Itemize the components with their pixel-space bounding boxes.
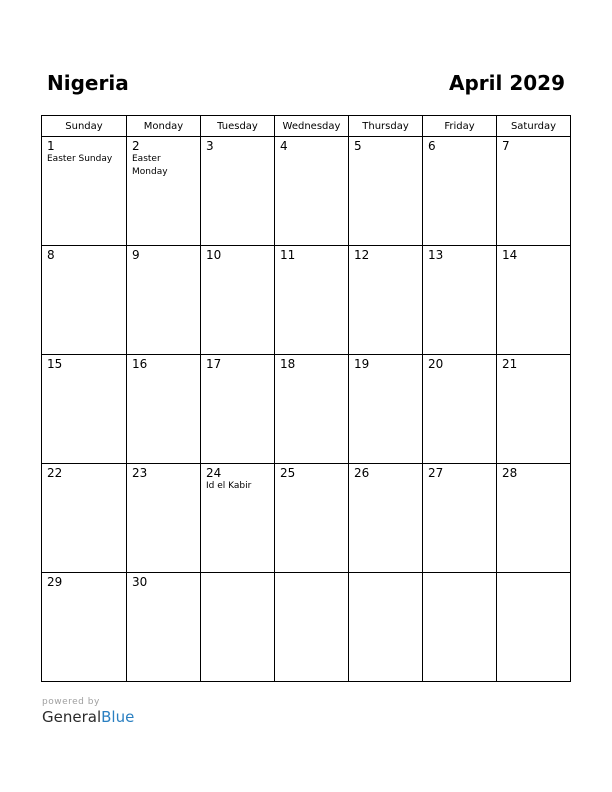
day-number: 13	[428, 248, 444, 262]
day-cell	[201, 355, 275, 464]
day-number: 27	[428, 466, 444, 480]
day-cell	[201, 573, 275, 682]
day-cell	[275, 573, 349, 682]
week-row	[42, 137, 571, 246]
day-cell	[497, 573, 571, 682]
day-cell	[275, 464, 349, 573]
day-cell	[423, 573, 497, 682]
day-number: 4	[280, 139, 288, 153]
day-number: 7	[502, 139, 510, 153]
week-row	[42, 573, 571, 682]
day-cell	[127, 464, 201, 573]
day-number: 26	[354, 466, 370, 480]
weekday-friday: Friday	[423, 116, 497, 137]
day-number: 19	[354, 357, 370, 371]
day-cell	[127, 355, 201, 464]
day-cell	[275, 355, 349, 464]
day-cell	[423, 246, 497, 355]
day-number: 21	[502, 357, 518, 371]
day-cell	[42, 464, 127, 573]
day-cell	[42, 246, 127, 355]
day-number: 25	[280, 466, 296, 480]
day-cell	[275, 137, 349, 246]
day-number: 6	[428, 139, 436, 153]
week-row	[42, 355, 571, 464]
week-row	[42, 464, 571, 573]
day-number: 5	[354, 139, 362, 153]
day-number: 12	[354, 248, 370, 262]
weekday-thursday: Thursday	[349, 116, 423, 137]
day-cell	[349, 573, 423, 682]
day-number: 3	[206, 139, 214, 153]
day-number: 14	[502, 248, 518, 262]
day-cell	[201, 246, 275, 355]
day-number: 18	[280, 357, 296, 371]
day-number: 8	[47, 248, 55, 262]
weekday-header-row	[42, 116, 571, 137]
day-cell	[423, 355, 497, 464]
day-cell	[497, 464, 571, 573]
country-title: Nigeria	[47, 71, 129, 95]
day-cell	[349, 137, 423, 246]
day-number: 9	[132, 248, 140, 262]
day-cell	[42, 355, 127, 464]
day-cell	[127, 573, 201, 682]
week-row	[42, 246, 571, 355]
calendar-grid	[41, 115, 571, 682]
weekday-saturday: Saturday	[497, 116, 571, 137]
day-number: 29	[47, 575, 63, 589]
brand-part-general: General	[42, 708, 102, 726]
day-cell	[127, 246, 201, 355]
footer-branding	[42, 697, 134, 726]
day-cell	[127, 137, 201, 246]
day-cell	[201, 464, 275, 573]
holiday-label: Easter Sunday	[47, 154, 113, 164]
day-number: 11	[280, 248, 296, 262]
day-cell	[42, 573, 127, 682]
day-cell	[423, 464, 497, 573]
day-cell	[349, 464, 423, 573]
weekday-monday: Monday	[127, 116, 201, 137]
brand-part-blue: Blue	[101, 708, 135, 726]
day-number: 2	[132, 139, 140, 153]
weekday-tuesday: Tuesday	[201, 116, 275, 137]
day-cell	[275, 246, 349, 355]
holiday-label: Easter Monday	[132, 154, 168, 177]
day-number: 16	[132, 357, 148, 371]
day-number: 17	[206, 357, 222, 371]
day-cell	[42, 137, 127, 246]
day-number: 20	[428, 357, 444, 371]
day-cell	[349, 246, 423, 355]
weekday-wednesday: Wednesday	[275, 116, 349, 137]
day-number: 15	[47, 357, 63, 371]
generalblue-logo[interactable]	[42, 708, 134, 726]
day-cell	[423, 137, 497, 246]
day-number: 10	[206, 248, 222, 262]
day-number: 22	[47, 466, 63, 480]
day-number: 30	[132, 575, 148, 589]
holiday-label: Id el Kabir	[206, 481, 252, 491]
day-number: 1	[47, 139, 55, 153]
weekday-sunday: Sunday	[42, 116, 127, 137]
powered-by-text: powered by	[42, 697, 100, 707]
month-title: April 2029	[449, 71, 565, 95]
day-number: 24	[206, 466, 222, 480]
day-cell	[497, 355, 571, 464]
day-number: 23	[132, 466, 148, 480]
day-number: 28	[502, 466, 518, 480]
day-cell	[201, 137, 275, 246]
day-cell	[497, 137, 571, 246]
day-cell	[349, 355, 423, 464]
day-cell	[497, 246, 571, 355]
